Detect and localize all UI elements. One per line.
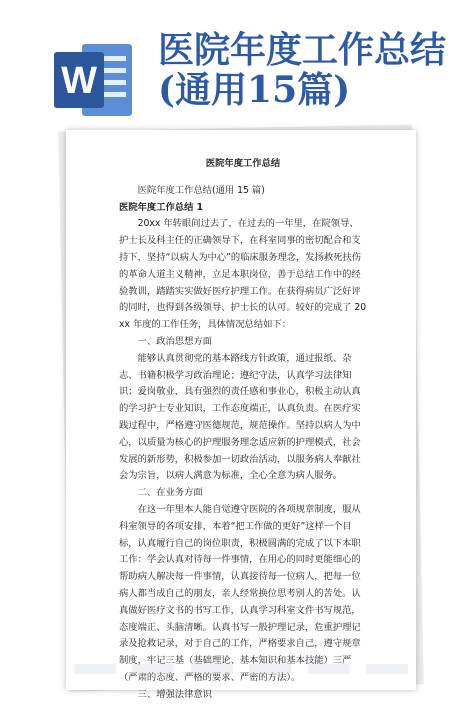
item-business: 二、在业务方面 [137,487,203,499]
section-title: 医院年度工作总结 1 [119,201,204,213]
document-body [119,156,367,704]
document-page [66,130,416,700]
document-heading: 医院年度工作总结 [205,158,281,169]
paragraph-2: 能够认真贯彻党的基本路线方针政策，通过报纸、杂志、书籍积极学习政治理论；遵纪守法，认真学习法律知识；爱岗敬业，具有强烈的责任感和事业心，积极主动认真的学习护士专业知识，工作态度端正，认真负责。在医疗实践过程中，严格遵守医德规范，规范操作。坚持以病人为中心，以质量为核心的护理服务理念适应新的护理模式，社会发展的新形势，积极参加一切政治活动，以服务病人奉献社会为宗旨，以病人满意为标准，全心全意为病人服务。 [119,352,361,482]
title-line-1: 医院年度工作总结 [158,29,447,71]
watermark-mark [74,664,116,674]
title-line-2: (通用15篇) [158,69,351,111]
watermark-mark [132,664,174,674]
page-title [158,30,458,110]
paragraph-1: 20xx 年转眼间过去了，在过去的一年里，在院领导、护士长及科主任的正确领导下，在科室同事的密切配合和支持下，坚持“以病人为中心”的临床服务理念，发扬救死扶伤的革命人道主义精神，立足本职岗位，善于总结工作中的经验教训，踏踏实实做好医疗护理工作。在获得病员广泛好评的同时，也得到各级领导、护士长的认可。较好的完成了 20xx 年度的工作任务，具体情况总结如下： [119,218,367,331]
word-icon [52,38,136,122]
watermark-strip [66,664,416,678]
watermark-mark [249,664,291,674]
watermark-mark [366,664,408,674]
item-politics: 一、政治思想方面 [137,335,212,347]
watermark-mark [308,664,350,674]
paragraph-3: 在这一年里本人能自觉遵守医院的各项规章制度，服从科室领导的各项安排，本着“把工作做的更好”这样一个目标，认真履行自己的岗位职责，积极圆满的完成了以下本职工作：学会认真对待每一件事情，在用心的同时更能细心的帮助病人解决每一件事情，认真接待每一位病人，把每一位病人都当成自己的朋友，亲人经常换位思考别人的苦处。认真做好医疗文书的书写工作，认真学习科室文件书写规范，态度端正、头脑清晰。认真书写一般护理记录，危重护理记录及抢救记录，对于自己的工作，严格要求自己，遵守规章制度，牢记三基（基础理论、基本知识和基本技能）三严（严肃的态度、严格的要求、严密的方法）。 [119,503,361,683]
watermark-mark [191,664,233,674]
document-subtitle: 医院年度工作总结(通用 15 篇) [137,184,265,196]
word-icon-letter: W [61,60,97,102]
item-law: 三、增强法律意识 [137,688,212,700]
